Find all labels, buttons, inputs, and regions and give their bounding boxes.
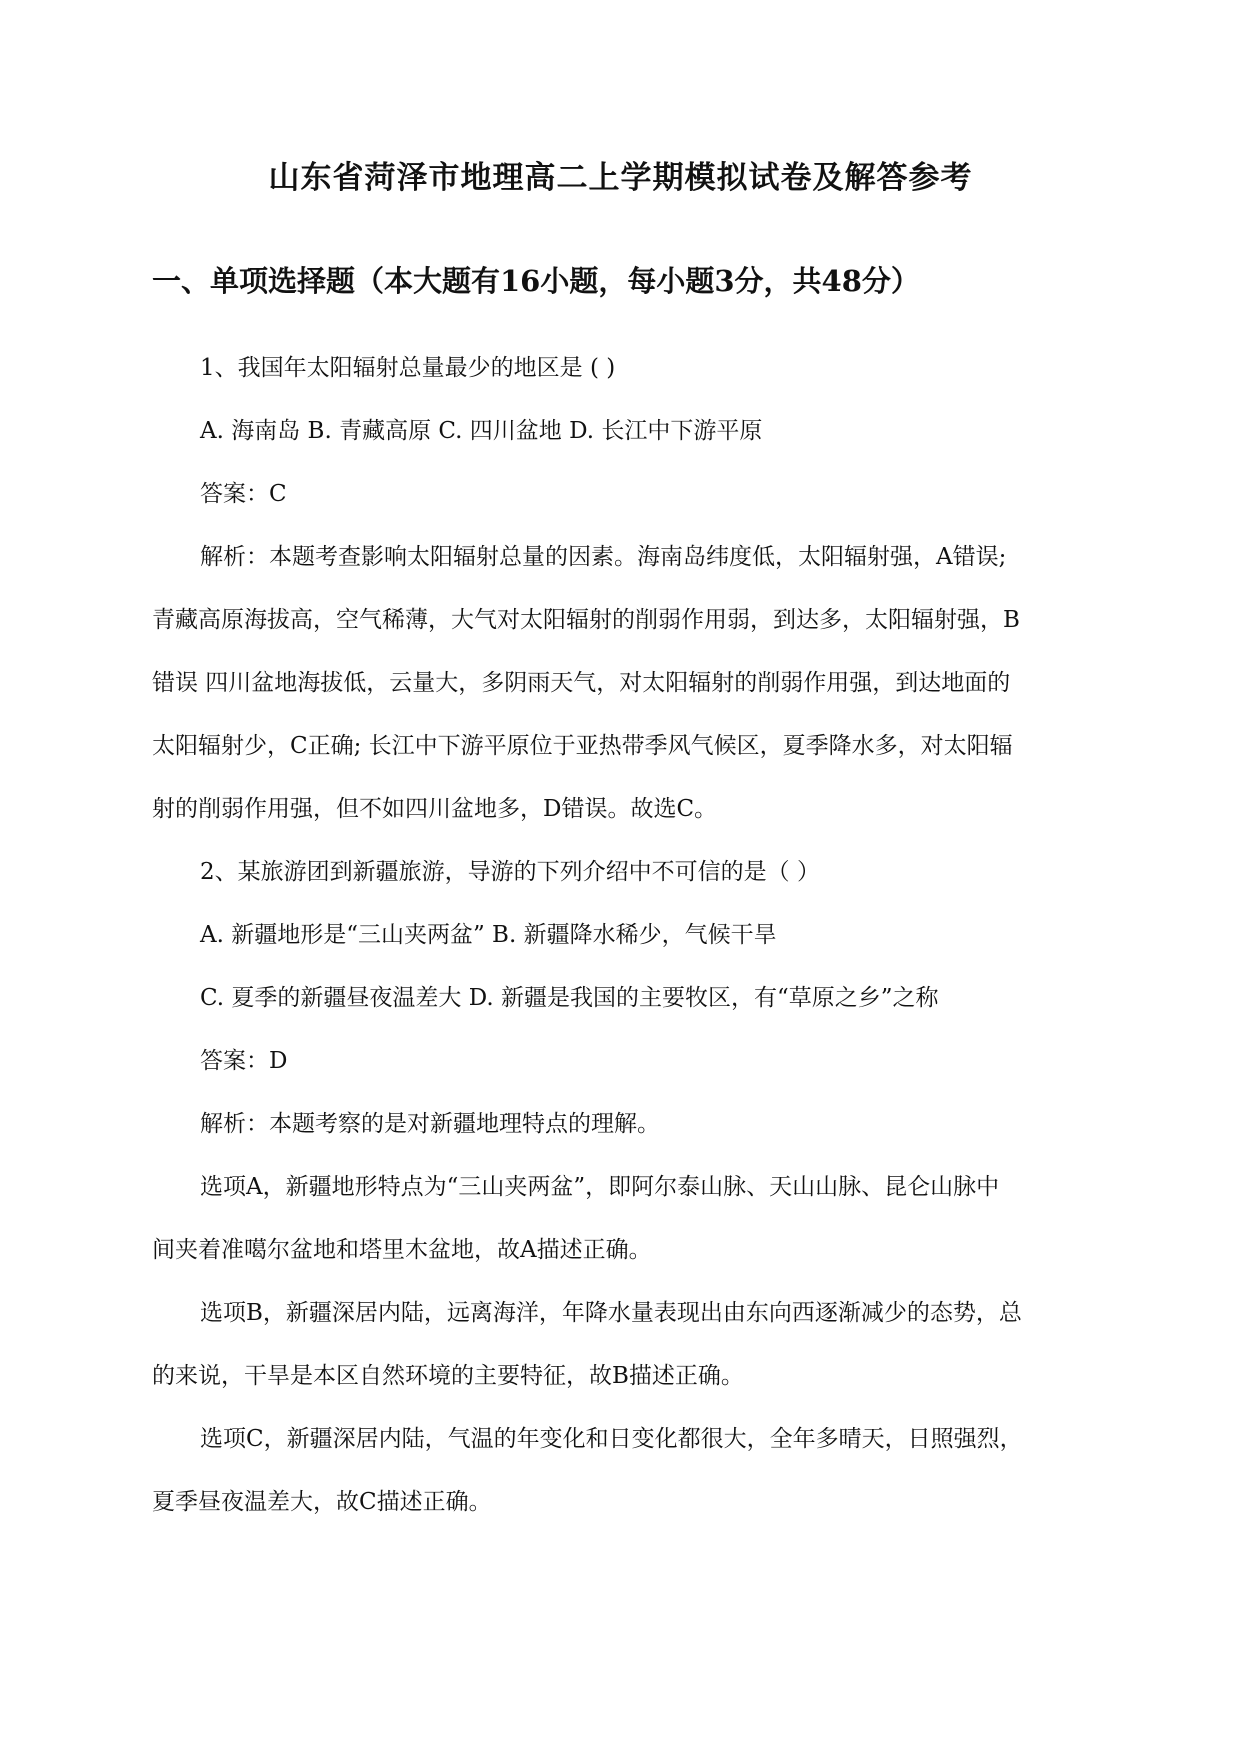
option-a-analysis-line: 间夹着准噶尔盆地和塔里木盆地，故A描述正确。 [152,1237,652,1263]
option-b-analysis-line: 的来说，干旱是本区自然环境的主要特征，故B描述正确。 [152,1363,744,1389]
option-a-analysis-line: 选项A，新疆地形特点为“三山夹两盆”，即阿尔泰山脉、天山山脉、昆仑山脉中 [200,1174,1000,1200]
question-1-analysis-line: 射的削弱作用强，但不如四川盆地多，D错误。故选C。 [152,796,718,822]
option-c-analysis-line: 选项C，新疆深居内陆，气温的年变化和日变化都很大，全年多晴天，日照强烈， [200,1426,1023,1452]
question-2-options-line-2: C. 夏季的新疆昼夜温差大 D. 新疆是我国的主要牧区，有“草原之乡”之称 [200,985,939,1011]
question-2-analysis-intro: 解析：本题考察的是对新疆地理特点的理解。 [200,1111,660,1137]
question-2-stem: 2、某旅游团到新疆旅游，导游的下列介绍中不可信的是（ ） [200,859,820,885]
question-1-analysis-line: 太阳辐射少，C正确; 长江中下游平原位于亚热带季风气候区，夏季降水多，对太阳辐 [152,733,1013,759]
question-1-answer: 答案：C [200,481,287,507]
question-1-analysis-line: 解析：本题考查影响太阳辐射总量的因素。海南岛纬度低，太阳辐射强，A错误; [200,544,1007,570]
section-heading: 一、单项选择题（本大题有16小题，每小题3分，共48分） [152,264,920,298]
option-c-analysis-line: 夏季昼夜温差大，故C描述正确。 [152,1489,492,1515]
question-1-analysis-line: 青藏高原海拔高，空气稀薄，大气对太阳辐射的削弱作用弱，到达多，太阳辐射强，B [152,607,1020,633]
option-b-analysis-line: 选项B，新疆深居内陆，远离海洋，年降水量表现出由东向西逐渐减少的态势，总 [200,1300,1022,1326]
question-1-stem: 1、我国年太阳辐射总量最少的地区是 ( ) [200,355,616,381]
question-2-options-line-1: A. 新疆地形是“三山夹两盆” B. 新疆降水稀少，气候干旱 [200,922,777,948]
document-title: 山东省菏泽市地理高二上学期模拟试卷及解答参考 [268,160,973,196]
question-2-answer: 答案：D [200,1048,288,1074]
question-1-options: A. 海南岛 B. 青藏高原 C. 四川盆地 D. 长江中下游平原 [200,418,763,444]
question-1-analysis-line: 错误 四川盆地海拔低，云量大，多阴雨天气，对太阳辐射的削弱作用强，到达地面的 [152,670,1011,696]
